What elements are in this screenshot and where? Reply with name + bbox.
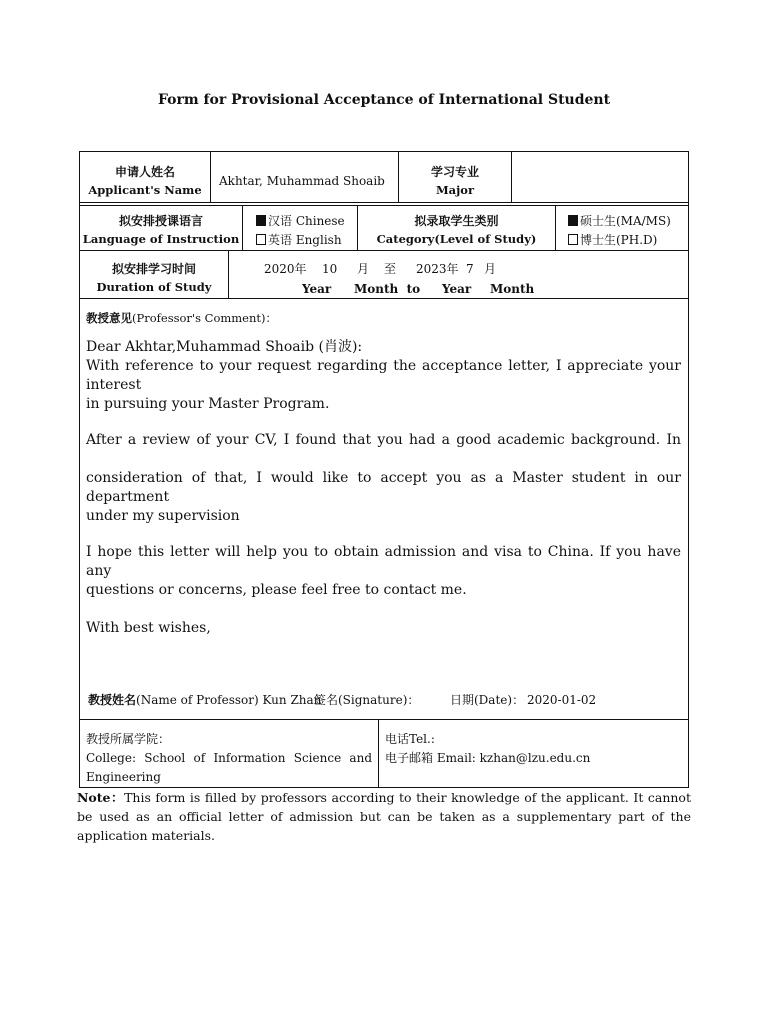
category-option-master: 硕士生(MA/MS): [568, 212, 671, 230]
category-option-phd: 博士生(PH.D): [568, 231, 657, 249]
applicant-name-value: Akhtar, Muhammad Shoaib: [219, 174, 385, 188]
tel-label: 电话Tel.:: [385, 732, 435, 746]
letter-paragraph-3-line-2: questions or concerns, please feel free to contact me.: [86, 582, 467, 598]
letter-paragraph-2-line-3: under my supervision: [86, 508, 240, 524]
signature-label: 签名(Signature)：: [314, 693, 420, 707]
checked-box-icon: [568, 215, 578, 226]
checked-box-icon: [256, 215, 266, 226]
email: 电子邮箱 Email: kzhan@lzu.edu.cn: [385, 751, 591, 765]
professor-name: 教授姓名(Name of Professor) Kun Zhan: [88, 693, 322, 707]
letter-closing: With best wishes,: [86, 620, 211, 636]
professor-comment-label: 教授意见(Professor's Comment)：: [86, 311, 278, 325]
college-label: 教授所属学院：: [86, 732, 171, 746]
letter-paragraph-1-line-2: in pursuing your Master Program.: [86, 396, 330, 412]
category-label: 拟录取学生类别 Category(Level of Study): [376, 214, 537, 246]
major-label: 学习专业 Major: [430, 165, 479, 197]
form-title: Form for Provisional Acceptance of International Student: [157, 92, 611, 108]
footnote: Note：This form is filled by professors according to their knowledge of the applicant. It cannot be used as an official letter of admission but can be taken as a supplementary part of the application materials.: [77, 790, 691, 843]
letter-paragraph-1-line-1: With reference to your request regarding the acceptance letter, I appreciate your interest: [86, 358, 681, 393]
language-option-chinese: 汉语 Chinese: [256, 212, 345, 230]
applicant-name-label: 申请人姓名 Applicant's Name: [88, 165, 202, 197]
date-value: 2020-01-02: [527, 693, 597, 707]
language-option-english: 英语 English: [256, 231, 342, 249]
date-label: 日期(Date)：: [450, 693, 525, 707]
letter-greeting: Dear Akhtar,Muhammad Shoaib (肖波):: [86, 339, 363, 355]
college-value-line-1: College: School of Information Science and: [86, 751, 372, 765]
letter-paragraph-3-line-1: I hope this letter will help you to obtain admission and visa to China. If you have any: [86, 544, 681, 579]
unchecked-box-icon: [256, 234, 266, 245]
duration-label: 拟安排学习时间 Duration of Study: [96, 262, 212, 294]
email-value[interactable]: kzhan@lzu.edu.cn: [479, 751, 591, 765]
language-label: 拟安排授课语言 Language of Instruction: [82, 214, 240, 246]
unchecked-box-icon: [568, 234, 578, 245]
letter-paragraph-2-line-2: consideration of that, I would like to accept you as a Master student in our department: [86, 470, 681, 505]
college-value-line-2: Engineering: [86, 770, 161, 784]
letter-paragraph-2-line-1: After a review of your CV, I found that you had a good academic background. In: [86, 432, 681, 448]
